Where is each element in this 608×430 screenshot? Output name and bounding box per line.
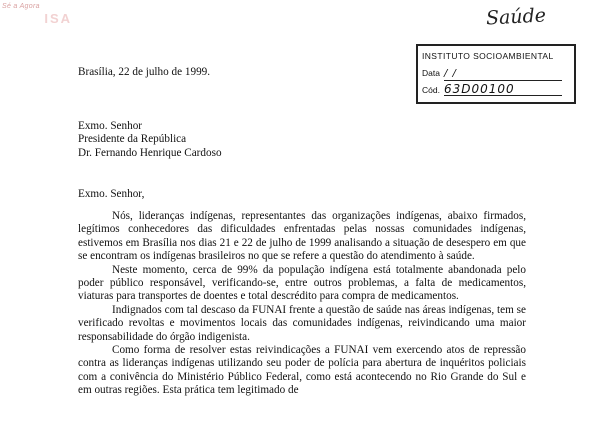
recipient-block: [78, 120, 222, 160]
stamp-date-label: Data: [422, 68, 440, 78]
stamp-code-row: [422, 83, 562, 96]
body-paragraph: Neste momento, cerca de 99% da população indígena está totalmente abandonada pelo poder público responsável, verificando-se, entre outros problemas, a falta de medicamentos, viaturas para transportes de doentes e total descrédito para compra de medicamentos.: [78, 263, 526, 303]
recipient-line: Dr. Fernando Henrique Cardoso: [78, 146, 222, 159]
body-paragraph: Indignados com tal descaso da FUNAI frente a questão de saúde nas áreas indígenas, tem se verificado revoltas e movimentos locais das comunidades indígenas, reivindicando uma maior responsabilidade do órgão indigenista.: [78, 303, 526, 343]
stamp-date-row: [422, 68, 562, 81]
stamp-date-value: / /: [444, 68, 562, 81]
body-paragraph: Como forma de resolver estas reivindicações a FUNAI vem exercendo atos de repressão contra as lideranças indígenas utilizando seu poder de polícia para abertura de inquéritos policiais com a conivência do Ministério Público Federal, como está acontecendo no Rio Grande do Sul e em outras regiões. Esta prática tem legitimado de: [78, 344, 526, 397]
stamp-code-label: Cód.: [422, 85, 440, 95]
logo-bottom-text: ISA: [44, 11, 72, 26]
isa-logo: [2, 2, 76, 30]
handwritten-note: Saúde: [485, 4, 547, 30]
institute-stamp: [416, 44, 576, 104]
letter-body: [78, 210, 526, 398]
logo-top-text: Sé a Agora: [2, 3, 40, 10]
body-paragraph: Nós, lideranças indígenas, representantes das organizações indígenas, abaixo firmados, legítimos conhecedores das dificuldades enfrentadas pelas nossas comunidades indígenas, estivemos em Brasília nos dias 21 e 22 de julho de 1999 analisando a situação de desespero em que se encontram os indígenas brasileiros no que se refere a questão do atendimento à saúde.: [78, 210, 526, 263]
letter-date: Brasília, 22 de julho de 1999.: [78, 66, 211, 78]
salutation: Exmo. Senhor,: [78, 188, 145, 200]
stamp-code-value: 63D00100: [444, 83, 562, 96]
recipient-line: Exmo. Senhor: [78, 120, 143, 132]
stamp-title: INSTITUTO SOCIOAMBIENTAL: [422, 51, 554, 61]
recipient-line: Presidente da República: [78, 133, 187, 146]
